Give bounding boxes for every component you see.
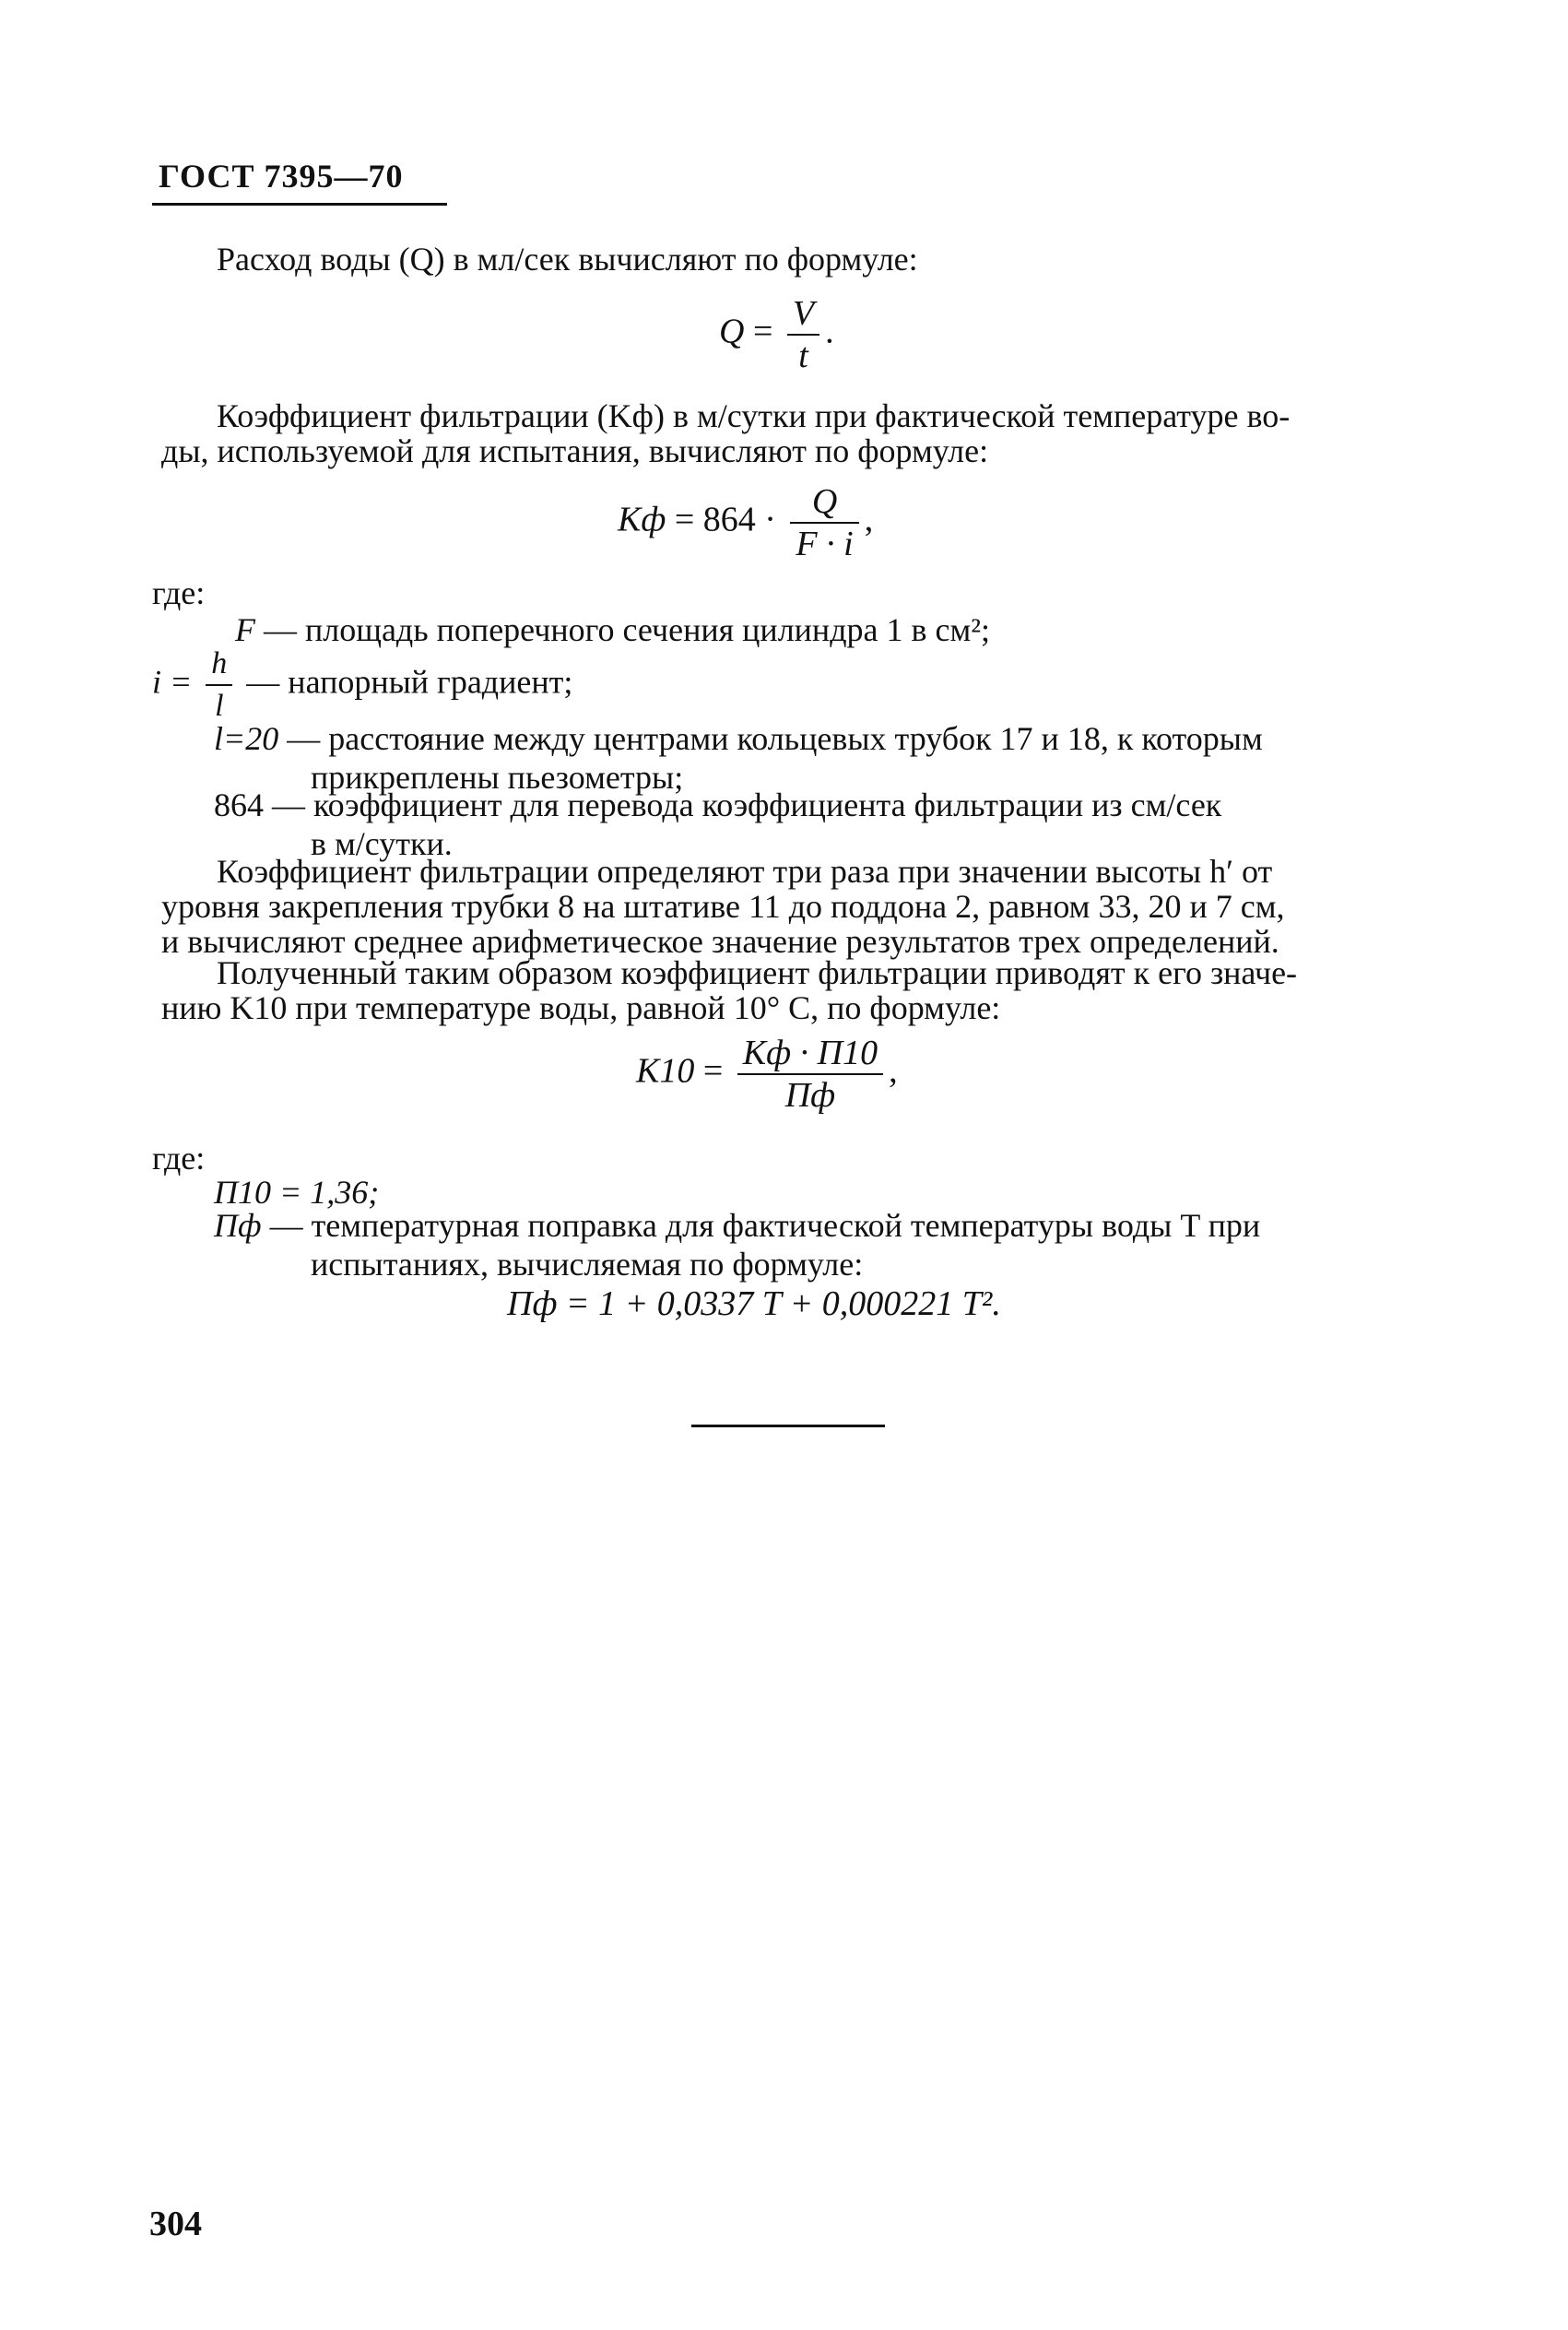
definition-term: l=20 (214, 720, 279, 757)
formula-temperature-correction (507, 1283, 1001, 1324)
definition-continuation: испытаниях, вычисляемая по формуле: (311, 1246, 864, 1283)
definition-term: П10 = 1,36; (214, 1174, 380, 1211)
paragraph-normalization (161, 955, 1424, 1025)
paragraph-measurements (161, 854, 1424, 959)
paragraph-line: Коэффициент фильтрации определяют три раза при значении высоты h′ от (217, 853, 1273, 890)
definition-text: — напорный градиент; (246, 663, 573, 701)
formula-tail: , (864, 500, 874, 539)
formula-fraction (787, 293, 819, 376)
formula-fraction (790, 481, 858, 564)
header-underline (152, 203, 447, 206)
paragraph-line: ды, используемой для испытания, вычисляют по формуле: (161, 432, 989, 469)
definition-term: i = (152, 663, 193, 701)
definition-term: 864 (214, 787, 264, 823)
paragraph-line: и вычисляют среднее арифметическое значение результатов трех определений. (161, 923, 1279, 960)
definition-row (214, 786, 1431, 863)
section-end-rule (691, 1425, 885, 1427)
fraction-denominator: l (215, 689, 224, 723)
paragraph-line: Расход воды (Q) в мл/сек вычисляют по формуле: (217, 241, 918, 278)
formula-fraction (737, 1033, 883, 1116)
formula-lhs: K10 (636, 1051, 695, 1091)
fraction-numerator: h (206, 644, 232, 686)
definition-text: — площадь поперечного сечения цилиндра 1 в см²; (264, 611, 991, 648)
definition-fraction (206, 644, 232, 727)
paragraph-line: нию K10 при температуре воды, равной 10° С, по формуле: (161, 989, 1001, 1026)
fraction-denominator: F · i (796, 525, 854, 563)
formula-flow-rate: Q = $\frac{V}{t}$ . (719, 294, 834, 375)
definition-text: — коэффициент для перевода коэффициента фильтрации из см/сек (272, 787, 1222, 823)
formula-expression: Пф = 1 + 0,0337 T + 0,000221 T². (507, 1284, 1001, 1323)
definition-term: F (235, 611, 255, 648)
formula-tail: . (825, 312, 834, 351)
definition-continuation: прикреплены пьезометры; (311, 759, 684, 796)
formula-lhs: Q (719, 312, 745, 351)
document-code: ГОСТ 7395—70 (159, 158, 404, 195)
paragraph-line: Полученный таким образом коэффициент фильтрации приводят к его значе- (217, 954, 1298, 991)
paragraph-line: Коэффициент фильтрации (Kф) в м/сутки при фактической температуре во- (217, 397, 1291, 434)
fraction-numerator: Kф · П10 (737, 1033, 883, 1075)
definition-text: — температурная поправка для фактической температуры воды T при (269, 1207, 1261, 1244)
paragraph-filtration-coefficient (161, 398, 1424, 468)
paragraph-line: уровня закрепления трубки 8 на штативе 11 до поддона 2, равном 33, 20 и 7 см, (161, 888, 1285, 925)
definition-row (214, 1206, 1431, 1283)
fraction-denominator: Пф (784, 1076, 836, 1115)
formula-lhs: Kф (618, 500, 666, 539)
definition-term: Пф (214, 1207, 262, 1244)
formula-coefficient: 864 (702, 500, 756, 539)
where-label: где: (152, 574, 206, 611)
definition-row (152, 644, 572, 727)
formula-k10: K10 = $\frac{Kф \cdot П10}{Пф}$ , (636, 1034, 898, 1115)
page-number: 304 (149, 2205, 202, 2243)
formula-filtration: Kф = 864 · $\frac{Q}{F \cdot i}$ , (618, 482, 874, 563)
fraction-numerator: V (787, 293, 819, 336)
fraction-numerator: Q (790, 481, 858, 524)
formula-tail: , (889, 1051, 898, 1091)
definition-text: — расстояние между центрами кольцевых трубок 17 и 18, к которым (287, 720, 1263, 757)
where-label: где: (152, 1140, 206, 1177)
paragraph-flow-rate (161, 242, 1424, 277)
fraction-denominator: t (798, 337, 808, 375)
definition-continuation: в м/сутки. (311, 825, 453, 862)
